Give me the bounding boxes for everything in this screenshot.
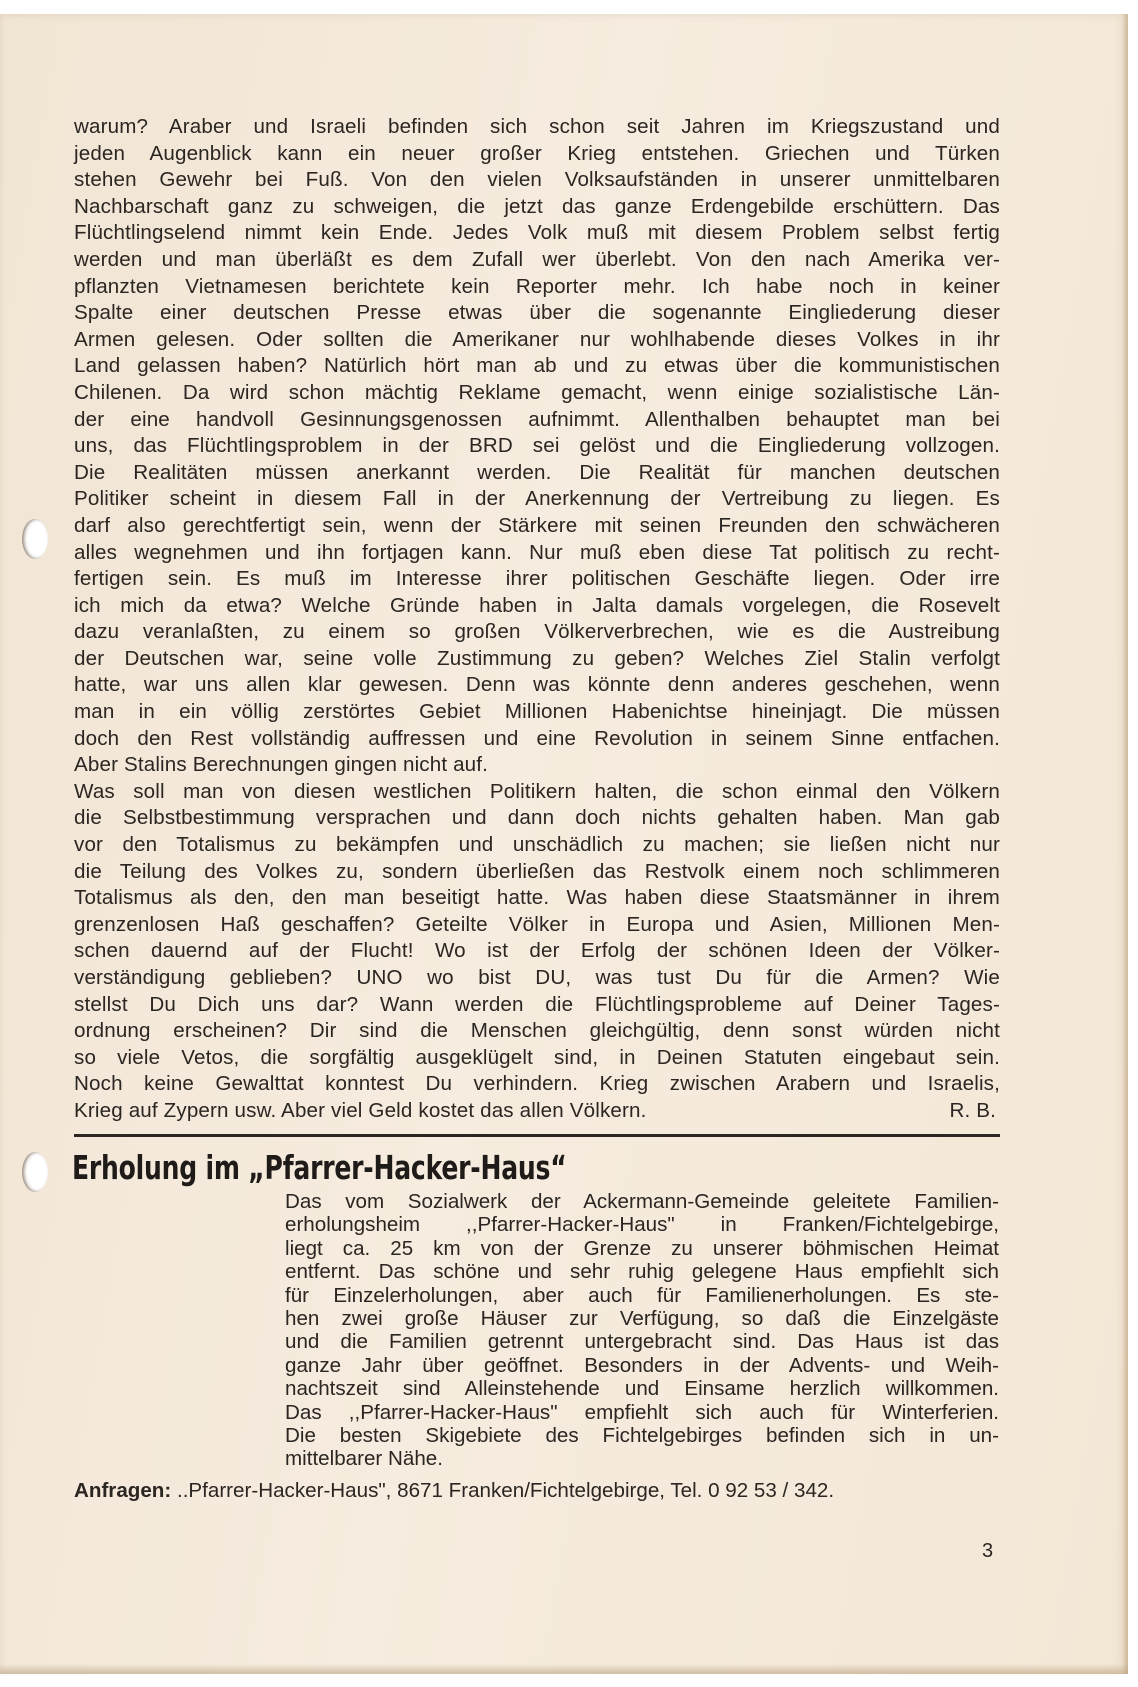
text-line: vor den Totalismus zu bekämpfen und unschädlich zu machen; sie ließen nicht nur bbox=[74, 833, 1000, 857]
text-line: alles wegnehmen und ihn fortjagen kann. Nur muß eben diese Tat politisch zu recht- bbox=[74, 540, 1000, 564]
enquiry-line bbox=[74, 1478, 974, 1504]
text-line: Land gelassen haben? Natürlich hört man ab und zu etwas über die kommunistischen bbox=[74, 354, 1000, 378]
text-line: die Selbstbestimmung versprachen und dann doch nichts gehalten haben. Man gab bbox=[74, 806, 1000, 830]
text-line: grenzenlosen Haß geschaffen? Geteilte Völker in Europa und Asien, Millionen Men- bbox=[74, 912, 1000, 936]
text-line: schen dauernd auf der Flucht! Wo ist der Erfolg der schönen Ideen der Völker- bbox=[74, 939, 1000, 963]
text-line: dazu veranlaßten, zu einem so großen Völkerverbrechen, wie es die Austreibung bbox=[74, 620, 1000, 644]
text-line: Politiker scheint in diesem Fall in der Anerkennung der Vertreibung zu liegen. Es bbox=[74, 487, 1000, 511]
text-line: darf also gerechtfertigt sein, wenn der Stärkere mit seinen Freunden den schwächeren bbox=[74, 513, 1000, 537]
text-line: Noch keine Gewalttat konntest Du verhindern. Krieg zwischen Arabern und Israelis, bbox=[74, 1072, 1000, 1096]
article-heading: Erholung im „Pfarrer-Hacker-Haus“ bbox=[72, 1148, 567, 1187]
text-line: Die Realitäten müssen anerkannt werden. Die Realität für manchen deutschen bbox=[74, 460, 1000, 484]
text-line: man in ein völlig zerstörtes Gebiet Millionen Habenichtse hineinjagt. Die müssen bbox=[74, 700, 1000, 724]
text-line: jeden Augenblick kann ein neuer großer Krieg entstehen. Griechen und Türken bbox=[74, 141, 1000, 165]
text-line: der Deutschen war, seine volle Zustimmung zu geben? Welches Ziel Stalin verfolgt bbox=[74, 646, 1000, 670]
text-line: verständigung geblieben? UNO wo bist DU, was tust Du für die Armen? Wie bbox=[74, 966, 1000, 989]
article-line: Das ,,Pfarrer-Hacker-Haus" empfiehlt sich auch für Winterferien. bbox=[285, 1400, 999, 1424]
punch-hole bbox=[22, 1152, 48, 1192]
section-divider bbox=[74, 1134, 1000, 1137]
text-line: hatte, war uns allen klar gewesen. Denn was könnte denn anderes geschehen, wenn bbox=[74, 673, 1000, 697]
text-line: der eine handvoll Gesinnungsgenossen aufnimmt. Allenthalben behauptet man bei bbox=[74, 407, 1000, 431]
text-line: Totalismus als den, den man beseitigt hatte. Was haben diese Staatsmänner in ihrem bbox=[74, 886, 1000, 910]
text-line: Spalte einer deutschen Presse etwas über die sogenannte Eingliederung dieser bbox=[74, 301, 1000, 325]
text-line: Flüchtlingselend nimmt kein Ende. Jedes Volk muß mit diesem Problem selbst fertig bbox=[74, 221, 1000, 245]
text-line: werden und man überläßt es dem Zufall wer überlebt. Von den nach Amerika ver- bbox=[74, 247, 1000, 271]
text-line: Chilenen. Da wird schon mächtig Reklame gemacht, wenn einige sozialistische Län- bbox=[74, 380, 1000, 404]
text-line: so viele Vetos, die sorgfältig ausgeklügelt sind, in Deinen Statuten eingebaut sein. bbox=[74, 1045, 1000, 1069]
text-line: Was soll man von diesen westlichen Politikern halten, die schon einmal den Völkern bbox=[74, 779, 1000, 803]
enquiry-contact: ..Pfarrer-Hacker-Haus", 8671 Franken/Fichtelgebirge, Tel. 0 92 53 / 342. bbox=[171, 1479, 835, 1502]
text-line: pflanzten Vietnamesen berichtete kein Reporter mehr. Ich habe noch in keiner bbox=[74, 274, 1000, 298]
text-line: ich mich da etwa? Welche Gründe haben in Jalta damals vorgelegen, die Rosevelt bbox=[74, 593, 1000, 617]
article-line: ganze Jahr über geöffnet. Besonders in der Advents- und Weih- bbox=[285, 1353, 999, 1377]
closing-line bbox=[74, 1098, 1000, 1125]
article-line: erholungsheim ,,Pfarrer-Hacker-Haus" in Franken/Fichtelgebirge, bbox=[285, 1213, 999, 1237]
text-line: Nachbarschaft ganz zu schweigen, die jetzt das ganze Erdengebilde erschüttern. Das bbox=[74, 194, 1000, 218]
text-line: fertigen sein. Es muß im Interesse ihrer politischen Geschäfte liegen. Oder irre bbox=[74, 567, 1000, 591]
article-line: mittelbarer Nähe. bbox=[285, 1447, 443, 1471]
author-signature: R. B. bbox=[949, 1098, 996, 1122]
page-bottom-wear bbox=[0, 1664, 1128, 1674]
article-line: und die Familien getrennt untergebracht sind. Das Haus ist das bbox=[285, 1330, 999, 1354]
text-line: stellst Du Dich uns dar? Wann werden die Flüchtlingsprobleme auf Deiner Tages- bbox=[74, 992, 1000, 1016]
article-body bbox=[285, 1190, 999, 1471]
article-line: Das vom Sozialwerk der Ackermann-Gemeinde geleitete Familien- bbox=[285, 1190, 999, 1213]
punch-hole bbox=[22, 519, 48, 559]
text-line: doch den Rest vollständig auffressen und eine Revolution in seinem Sinne entfachen. bbox=[74, 726, 1000, 750]
article-line: Die besten Skigebiete des Fichtelgebirges befinden sich in un- bbox=[285, 1424, 999, 1448]
article-line: nachtszeit sind Alleinstehende und Einsame herzlich willkommen. bbox=[285, 1377, 999, 1401]
article-line: liegt ca. 25 km von der Grenze zu unserer böhmischen Heimat bbox=[285, 1236, 999, 1260]
main-article-text bbox=[74, 114, 1000, 1125]
text-line: warum? Araber und Israeli befinden sich schon seit Jahren im Kriegszustand und bbox=[74, 115, 1000, 138]
page-edge-shadow bbox=[1122, 14, 1128, 1674]
closing-sentence: Krieg auf Zypern usw. Aber viel Geld kostet das allen Völkern. bbox=[74, 1098, 647, 1122]
page-number: 3 bbox=[982, 1540, 994, 1562]
article-line: hen zwei große Häuser zur Verfügung, so daß die Einzelgäste bbox=[285, 1307, 999, 1331]
text-line: ordnung erscheinen? Dir sind die Menschen gleichgültig, denn sonst würden nicht bbox=[74, 1019, 1000, 1043]
text-line: stehen Gewehr bei Fuß. Von den vielen Volksaufständen in unserer unmittelbaren bbox=[74, 168, 1000, 192]
article-line: entfernt. Das schöne und sehr ruhig gelegene Haus empfiehlt sich bbox=[285, 1260, 999, 1284]
enquiry-label: Anfragen: bbox=[74, 1479, 172, 1502]
text-line: Armen gelesen. Oder sollten die Amerikaner nur wohlhabende dieses Volkes in ihr bbox=[74, 327, 1000, 351]
article-line: für Einzelerholungen, aber auch für Familienerholungen. Es ste- bbox=[285, 1283, 999, 1307]
text-line: uns, das Flüchtlingsproblem in der BRD sei gelöst und die Eingliederung vollzogen. bbox=[74, 434, 1000, 458]
text-line: Aber Stalins Berechnungen gingen nicht auf. bbox=[74, 753, 489, 777]
text-line: die Teilung des Volkes zu, sondern überließen das Restvolk einem noch schlimmeren bbox=[74, 859, 1000, 883]
